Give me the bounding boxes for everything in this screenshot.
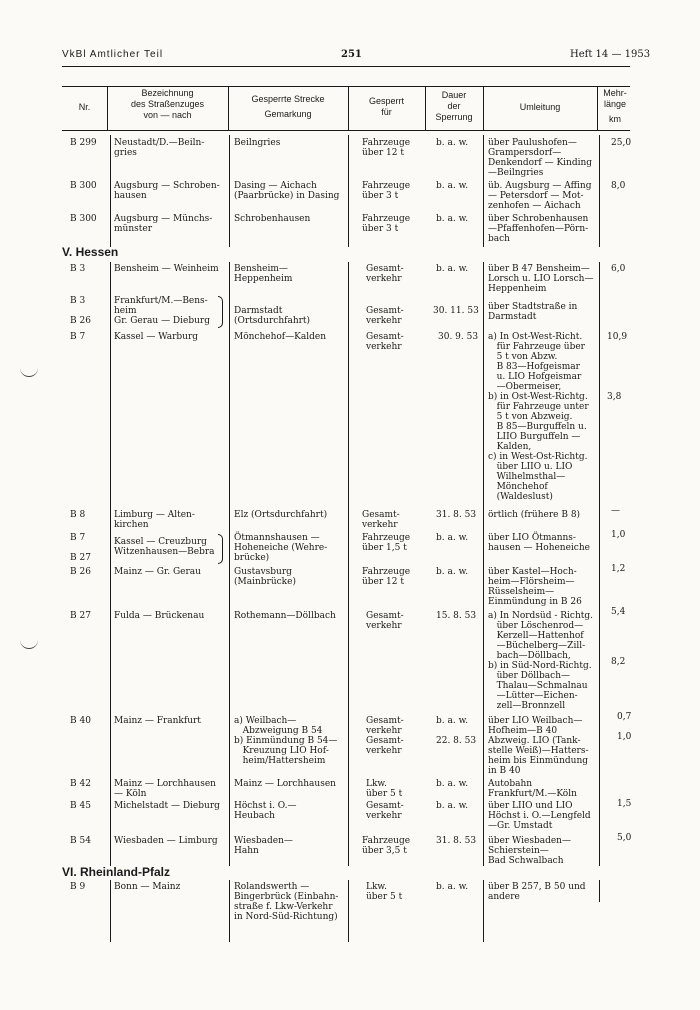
section-heading-hessen: V. Hessen xyxy=(62,245,119,259)
row-detour: über B 47 Bensheim— Lorsch u. LIO Lorsch— Heppenheim xyxy=(488,264,594,294)
row-nr: B 3 xyxy=(70,264,86,274)
row-nr: B 27 xyxy=(70,611,91,621)
col-header-gesperrt-line: Gesperrt xyxy=(368,96,404,106)
row-extra-km: 6,0 xyxy=(611,264,626,274)
col-header-mehrlaenge-line: km xyxy=(609,114,621,124)
row-nr: B 26 xyxy=(70,567,91,577)
row-detour: über Paulushofen— Grampersdorf— Denkendorf — Kinding —Beilngries xyxy=(488,138,593,178)
row-nr: B 3 B 26 xyxy=(70,296,91,326)
col-header-gesperrt xyxy=(348,96,425,118)
row-restriction: Fahrzeuge über 1,5 t xyxy=(362,533,411,553)
row-nr: B 9 xyxy=(70,882,86,892)
row-extra-km: 0,7 1,0 xyxy=(617,712,632,742)
header-bottom-rule xyxy=(62,130,630,131)
column-rule xyxy=(110,880,111,942)
row-restriction: Fahrzeuge über 3 t xyxy=(362,214,411,234)
row-restriction: Lkw. über 5 t xyxy=(366,779,403,799)
column-rule xyxy=(599,135,600,247)
margin-mark xyxy=(20,368,38,377)
column-rule xyxy=(229,262,230,866)
column-rule xyxy=(110,135,111,247)
row-road: Kassel — Warburg xyxy=(114,332,199,342)
row-duration: 15. 8. 53 xyxy=(436,611,477,621)
row-stretch: Darmstadt (Ortsdurchfahrt) xyxy=(234,306,311,326)
row-detour: üb. Augsburg — Affing — Petersdorf — Mot- zenhofen — Aichach xyxy=(488,181,592,211)
column-rule xyxy=(599,880,600,902)
row-nr: B 54 xyxy=(70,836,91,846)
row-extra-km: 1,0 xyxy=(611,530,626,540)
col-header-gesperrt-line: für xyxy=(381,107,392,117)
row-nr: B 40 xyxy=(70,716,91,726)
row-road: Mainz — Lorchhausen — Köln xyxy=(114,779,216,799)
row-duration: b. a. w. xyxy=(436,779,469,789)
row-road: Michelstadt — Dieburg xyxy=(114,801,220,811)
row-road: Frankfurt/M.—Bens- heim Gr. Gerau — Dieburg xyxy=(114,296,210,326)
row-extra-km: 1,2 xyxy=(611,564,626,574)
table-top-rule xyxy=(62,86,630,87)
row-extra-km: 8,0 xyxy=(611,181,626,191)
row-group-brace xyxy=(218,534,223,564)
row-detour: über Schrobenhausen —Pfaffenhofen—Pörn- bach xyxy=(488,214,589,244)
row-detour: über Kastel—Hoch- heim—Flörsheim— Rüsselsheim— Einmündung in B 26 xyxy=(488,567,582,607)
row-stretch: Höchst i. O.— Heubach xyxy=(234,801,297,821)
col-header-nr: Nr. xyxy=(78,102,91,112)
row-nr: B 7 B 27 xyxy=(70,533,91,563)
row-restriction: Gesamt- verkehr xyxy=(366,801,404,821)
row-road: Bensheim — Weinheim xyxy=(114,264,219,274)
row-detour: über LIIO und LIO Höchst i. O.—Lengfeld —Gr. Umstadt xyxy=(488,801,591,831)
row-restriction: Fahrzeuge über 3,5 t xyxy=(362,836,411,856)
row-restriction: Fahrzeuge über 12 t xyxy=(362,138,411,158)
row-stretch: Mönchehof—Kalden xyxy=(234,332,326,342)
col-header-dauer-line: Dauer xyxy=(441,90,467,100)
row-road: Wiesbaden — Limburg xyxy=(114,836,218,846)
row-detour: über LIO Weilbach— Hofheim—B 40 Abzweig. LIO (Tank- stelle Weiß)—Hatters- heim bis Einmündung in B 40 xyxy=(488,716,589,776)
row-duration: b. a. w. 22. 8. 53 xyxy=(436,716,477,746)
row-duration: b. a. w. xyxy=(436,882,469,892)
col-header-bez xyxy=(107,88,228,121)
header-journal: VkBl Amtlicher Teil xyxy=(62,49,164,60)
row-extra-km: 5,0 xyxy=(617,833,632,843)
row-duration: b. a. w. xyxy=(436,533,469,543)
row-nr: B 299 xyxy=(70,138,97,148)
column-rule xyxy=(348,262,349,866)
col-header-dauer-line: der xyxy=(447,101,461,111)
header-issue: Heft 14 — 1953 xyxy=(570,49,651,60)
row-detour: über B 257, B 50 und andere xyxy=(488,882,586,902)
column-rule xyxy=(229,135,230,247)
row-duration: 31. 8. 53 xyxy=(436,510,477,520)
row-nr: B 7 xyxy=(70,332,86,342)
col-header-umleitung: Umleitung xyxy=(519,102,561,112)
col-header-strecke-line: Gemarkung xyxy=(264,109,312,119)
col-header-dauer xyxy=(425,90,483,123)
row-extra-km: 5,4 8,2 xyxy=(611,607,626,667)
row-restriction: Fahrzeuge über 12 t xyxy=(362,567,411,587)
row-extra-km: 10,9 3,8 xyxy=(607,332,628,402)
row-duration: 30. 11. 53 xyxy=(433,306,479,316)
row-extra-km: 25,0 xyxy=(611,138,632,148)
row-stretch: Bensheim— Heppenheim xyxy=(234,264,293,284)
row-nr: B 8 xyxy=(70,510,86,520)
col-header-strecke xyxy=(228,94,348,120)
row-stretch: Gustavsburg (Mainbrücke) xyxy=(234,567,296,587)
row-road: Augsburg — Münchs- münster xyxy=(114,214,213,234)
column-rule xyxy=(348,135,349,247)
row-road: Mainz — Gr. Gerau xyxy=(114,567,201,577)
column-rule xyxy=(483,880,484,942)
row-duration: b. a. w. xyxy=(436,181,469,191)
row-nr: B 45 xyxy=(70,801,91,811)
row-detour: örtlich (frühere B 8) xyxy=(488,510,581,520)
col-header-bez-line: von — nach xyxy=(143,110,192,120)
row-stretch: a) Weilbach— Abzweigung B 54 b) Einmündung B 54— Kreuzung LIO Hof- heim/Hattersheim xyxy=(234,716,338,766)
row-restriction: Gesamt- verkehr xyxy=(366,264,404,284)
margin-mark xyxy=(20,640,38,649)
row-stretch: Ötmannshausen — Hoheneiche (Wehre- brücke) xyxy=(234,533,328,563)
page-number: 251 xyxy=(341,49,362,60)
row-stretch: Schrobenhausen xyxy=(234,214,311,224)
row-duration: b. a. w. xyxy=(436,567,469,577)
row-group-brace xyxy=(218,296,223,328)
row-road: Augsburg — Schroben- hausen xyxy=(114,181,220,201)
row-restriction: Fahrzeuge über 3 t xyxy=(362,181,411,201)
row-road: Limburg — Alten- kirchen xyxy=(114,510,195,530)
row-extra-km: — xyxy=(611,506,620,516)
row-detour: a) In Ost-West-Richt. für Fahrzeuge über 5 t von Abzw. B 83—Hofgeismar u. LIO Hofgeismar —Obermeiser, b) in Ost-West-Richtg. für Fahrzeuge unter 5 t von Abzweig. B 85—Burguffeln u. LIIO Burguffeln — Kalden, c) in West-Ost-Richtg. über LIIO u. LIO Wilhelmsthal— Mönchehof (Waldeslust) xyxy=(488,332,589,502)
row-duration: 30. 9. 53 xyxy=(438,332,479,342)
row-nr: B 300 xyxy=(70,214,97,224)
row-road: Neustadt/D.—Beiln- gries xyxy=(114,138,205,158)
section-heading-rheinland-pfalz: VI. Rheinland-Pfalz xyxy=(62,865,171,879)
row-stretch: Wiesbaden— Hahn xyxy=(234,836,293,856)
row-stretch: Dasing — Aichach (Paarbrücke) in Dasing xyxy=(234,181,340,201)
row-restriction: Lkw. über 5 t xyxy=(366,882,403,902)
row-restriction: Gesamt- verkehr xyxy=(366,306,404,326)
column-rule xyxy=(599,262,600,866)
row-road: Kassel — Creuzburg Witzenhausen—Bebra xyxy=(114,537,215,557)
row-stretch: Rolandswerth — Bingerbrück (Einbahn- straße f. Lkw-Verkehr in Nord-Süd-Richtung) xyxy=(234,882,339,922)
row-nr: B 300 xyxy=(70,181,97,191)
row-duration: 31. 8. 53 xyxy=(436,836,477,846)
column-rule xyxy=(483,262,484,866)
col-header-strecke-line: Gesperrte Strecke xyxy=(251,94,325,104)
col-header-mehrlaenge-line: länge xyxy=(603,99,627,109)
row-restriction: Gesamt- verkehr xyxy=(366,611,404,631)
row-stretch: Elz (Ortsdurchfahrt) xyxy=(234,510,328,520)
col-header-bez-line: des Straßenzuges xyxy=(130,99,205,109)
column-rule xyxy=(483,135,484,247)
row-restriction: Gesamt- verkehr xyxy=(362,510,400,530)
header-rule xyxy=(62,66,630,67)
row-duration: b. a. w. xyxy=(436,138,469,148)
row-road: Mainz — Frankfurt xyxy=(114,716,201,726)
row-extra-km: 1,5 xyxy=(617,799,632,809)
row-road: Bonn — Mainz xyxy=(114,882,181,892)
row-stretch: Rothemann—Döllbach xyxy=(234,611,336,621)
row-nr: B 42 xyxy=(70,779,91,789)
row-detour: über LIO Ötmanns- hausen — Hoheneiche xyxy=(488,533,590,553)
row-duration: b. a. w. xyxy=(436,264,469,274)
row-restriction: Gesamt- verkehr xyxy=(366,332,404,352)
row-detour: a) In Nordsüd - Richtg. über Löschenrod— Kerzell—Hattenhof —Büchelberg—Zill- bach—Döllbach, b) in Süd-Nord-Richtg. über Döllbach— Thalau—Schmalnau —Lütter—Eichen- zell—Bronnzell xyxy=(488,611,593,711)
column-rule xyxy=(229,880,230,942)
row-detour: über Stadtstraße in Darmstadt xyxy=(488,302,578,322)
col-header-bez-line: Bezeichnung xyxy=(141,88,194,98)
row-stretch: Beilngries xyxy=(234,138,281,148)
column-rule xyxy=(348,880,349,942)
col-header-mehrlaenge xyxy=(597,88,633,125)
row-duration: b. a. w. xyxy=(436,801,469,811)
row-stretch: Mainz — Lorchhausen xyxy=(234,779,336,789)
row-detour: über Wiesbaden— Schierstein— Bad Schwalbach xyxy=(488,836,571,866)
row-detour: Autobahn Frankfurt/M.—Köln xyxy=(488,779,577,799)
row-duration: b. a. w. xyxy=(436,214,469,224)
col-header-dauer-line: Sperrung xyxy=(435,112,473,122)
col-header-mehrlaenge-line: Mehr- xyxy=(603,88,627,98)
column-rule xyxy=(110,262,111,866)
row-road: Fulda — Brückenau xyxy=(114,611,205,621)
row-restriction: Gesamt- verkehr Gesamt- verkehr xyxy=(366,716,404,756)
